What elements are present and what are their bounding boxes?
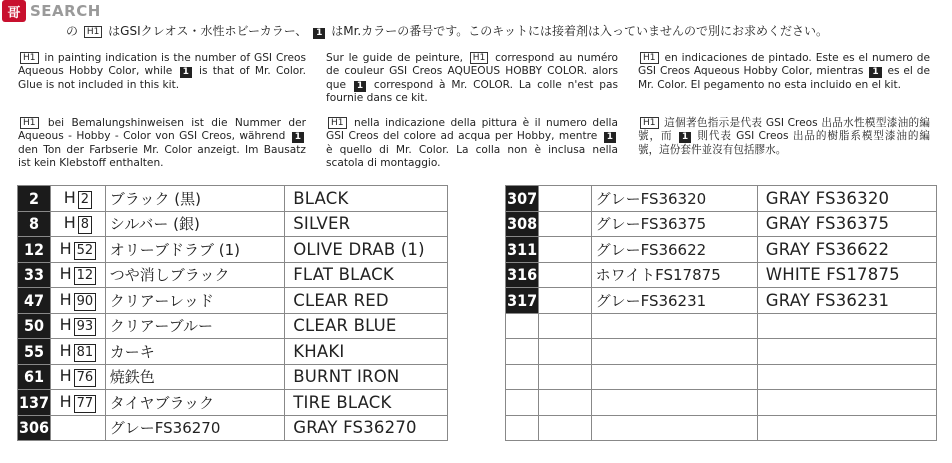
color-name-english: KHAKI (285, 339, 448, 365)
color-name-japanese: ホワイトFS17875 (591, 262, 757, 288)
hobby-color-cell (50, 288, 105, 314)
hobby-color-number: 12 (74, 267, 97, 285)
color-name-japanese: つや消しブラック (105, 262, 284, 288)
mr-color-badge: 1 (180, 67, 192, 78)
hobby-color-number: 90 (74, 293, 97, 311)
hobby-color-cell (539, 288, 591, 314)
color-table-left (17, 185, 448, 441)
hobby-color-cell (50, 339, 105, 365)
hobby-prefix: H (59, 340, 72, 360)
color-name-japanese: ブラック (黒) (105, 186, 284, 212)
color-row (506, 288, 937, 314)
hobby-prefix: H (59, 391, 72, 411)
mr-color-badge: 1 (354, 81, 366, 92)
color-name-english: BLACK (285, 186, 448, 212)
paragraph-text: bei Bemalungshinweisen ist die Nummer der Aqueous - Hobby - Color von GSI Creos, während (18, 117, 306, 143)
hobby-code-badge: H1 (640, 117, 659, 129)
hobby-color-number: 76 (74, 369, 97, 387)
color-name-japanese: クリアーブルー (105, 313, 284, 339)
hobby-color-cell (50, 211, 105, 237)
color-name-japanese (591, 313, 757, 339)
intro-mid: はGSIクレオス・水性ホビーカラー、 (108, 24, 308, 38)
color-name-english: GRAY FS36231 (757, 288, 936, 314)
paragraph-french (326, 52, 618, 106)
color-name-english: SILVER (285, 211, 448, 237)
mr-color-number: 308 (506, 211, 539, 237)
hobby-color-cell (539, 415, 591, 441)
mr-color-number (506, 339, 539, 365)
color-name-japanese (591, 415, 757, 441)
color-name-japanese: シルバー (銀) (105, 211, 284, 237)
hobby-color-cell (539, 364, 591, 390)
mr-color-number: 306 (18, 415, 51, 441)
hobby-color-cell (50, 415, 105, 441)
mr-color-number: 316 (506, 262, 539, 288)
mr-color-number: 33 (18, 262, 51, 288)
paragraph-text: Sur le guide de peinture, (326, 52, 464, 64)
mr-color-number: 55 (18, 339, 51, 365)
color-name-japanese (591, 339, 757, 365)
color-row (18, 211, 448, 237)
color-name-english: GRAY FS36375 (757, 211, 936, 237)
logo-badge: 哥 (2, 0, 26, 22)
mr-color-number (506, 313, 539, 339)
hobby-color-number: 52 (74, 242, 97, 260)
color-row (506, 237, 937, 263)
mr-color-badge: 1 (604, 132, 616, 143)
hobby-color-cell (539, 313, 591, 339)
mr-color-badge: 1 (292, 132, 304, 143)
color-name-japanese: タイヤブラック (105, 390, 284, 416)
color-name-japanese: グレーFS36231 (591, 288, 757, 314)
color-name-english: FLAT BLACK (285, 262, 448, 288)
color-name-english: OLIVE DRAB (1) (285, 237, 448, 263)
color-name-english (757, 364, 936, 390)
color-row (506, 415, 937, 441)
color-name-english: GRAY FS36270 (285, 415, 448, 441)
color-name-english (757, 313, 936, 339)
hobby-code-badge: H1 (328, 117, 347, 129)
mr-color-badge: 1 (679, 132, 691, 143)
hobby-color-cell (539, 339, 591, 365)
hobby-code-badge: H1 (84, 26, 103, 38)
paragraph-italian (326, 117, 618, 171)
paragraph-text: 則代表 GSI Creos 出品的樹脂系模型漆油的編號，這份套件並沒有包括膠水。 (638, 130, 930, 156)
color-name-japanese: オリーブドラブ (1) (105, 237, 284, 263)
hobby-code-badge: H1 (640, 52, 659, 64)
hobby-prefix: H (59, 264, 72, 284)
hobby-code-badge: H1 (470, 52, 489, 64)
hobby-prefix: H (59, 315, 72, 335)
paragraph-chinese (638, 117, 930, 157)
paragraph-text: den Ton der Farbserie Mr. Color anzeigt. Im Bausatz ist kein Klebstoff enthalten. (18, 143, 306, 170)
mr-color-number: 317 (506, 288, 539, 314)
hobby-prefix: H (63, 213, 76, 233)
color-row (506, 262, 937, 288)
mr-color-badge: 1 (869, 67, 881, 78)
color-row (506, 339, 937, 365)
color-name-japanese (591, 364, 757, 390)
paragraph-text: nella indicazione della pittura è il numero della GSI Creos del colore ad acqua per Hobby, mentre (326, 117, 618, 143)
mr-color-number: 50 (18, 313, 51, 339)
color-row (18, 186, 448, 212)
color-row (506, 364, 937, 390)
color-row (18, 262, 448, 288)
color-row (18, 288, 448, 314)
color-name-english (757, 390, 936, 416)
color-row (506, 186, 937, 212)
hobby-prefix: H (59, 366, 72, 386)
color-name-english: GRAY FS36320 (757, 186, 936, 212)
color-name-japanese: グレーFS36622 (591, 237, 757, 263)
mr-color-number: 2 (18, 186, 51, 212)
color-row (18, 364, 448, 390)
color-name-japanese: グレーFS36270 (105, 415, 284, 441)
hobby-color-cell (50, 262, 105, 288)
hobby-code-badge: H1 (20, 117, 39, 129)
paragraph-text: es el de Mr. Color. El pegamento no esta incluido en el kit. (638, 65, 931, 91)
hobby-color-cell (50, 186, 105, 212)
hobby-color-cell (539, 211, 591, 237)
intro-line (66, 22, 828, 39)
logo-text: SEARCH (30, 2, 101, 20)
intro-prefix: の (66, 24, 79, 38)
paragraph-text: correspond au numéro de couleur GSI Creos AQUEOUS HOBBY COLOR. alors que (326, 52, 618, 91)
color-name-japanese: グレーFS36375 (591, 211, 757, 237)
site-logo (2, 0, 101, 22)
hobby-color-number: 8 (78, 216, 92, 234)
paragraph-text: in painting indication is the number of GSI Creos Aqueous Hobby Color, while (18, 52, 306, 78)
color-name-english: BURNT IRON (285, 364, 448, 390)
hobby-color-cell (50, 313, 105, 339)
hobby-color-cell (50, 364, 105, 390)
hobby-code-badge: H1 (20, 52, 39, 64)
hobby-prefix: H (59, 238, 72, 258)
paragraph-text: en indicaciones de pintado. Este es el numero de GSI Creos Aqueous Hobby Color, mientras (638, 52, 931, 78)
color-row (18, 313, 448, 339)
paragraph-text: is that of Mr. Color. Glue is not included in this kit. (18, 65, 307, 91)
color-row (18, 237, 448, 263)
hobby-prefix: H (63, 187, 76, 207)
paragraph-text: correspond à Mr. COLOR. La colle n'est pas fournie dans ce kit. (326, 78, 619, 105)
color-row (18, 339, 448, 365)
color-row (18, 390, 448, 416)
hobby-color-number: 2 (78, 191, 92, 209)
color-name-english: TIRE BLACK (285, 390, 448, 416)
mr-color-number: 311 (506, 237, 539, 263)
intro-suffix: はMr.カラーの番号です。このキットには接着剤は入っていませんので別にお求めください。 (331, 24, 829, 38)
color-name-english: GRAY FS36622 (757, 237, 936, 263)
mr-color-number (506, 415, 539, 441)
paragraph-german (18, 117, 306, 171)
hobby-color-cell (50, 237, 105, 263)
hobby-color-cell (539, 390, 591, 416)
color-name-english (757, 339, 936, 365)
color-name-japanese: グレーFS36320 (591, 186, 757, 212)
color-name-japanese: クリアーレッド (105, 288, 284, 314)
hobby-color-number: 93 (74, 318, 97, 336)
color-row (506, 211, 937, 237)
hobby-color-cell (50, 390, 105, 416)
paragraph-english (18, 52, 306, 92)
hobby-color-number: 77 (74, 395, 97, 413)
color-name-english: WHITE FS17875 (757, 262, 936, 288)
mr-color-number: 61 (18, 364, 51, 390)
color-name-english: CLEAR RED (285, 288, 448, 314)
color-row (506, 390, 937, 416)
mr-color-number: 307 (506, 186, 539, 212)
mr-color-badge: 1 (313, 28, 325, 39)
color-name-japanese (591, 390, 757, 416)
hobby-color-number: 81 (74, 344, 97, 362)
hobby-color-cell (539, 186, 591, 212)
color-name-english (757, 415, 936, 441)
color-name-english: CLEAR BLUE (285, 313, 448, 339)
paragraph-text: è quello di Mr. Color. La colla non è inclusa nella scatola di montaggio. (326, 143, 618, 170)
color-table-right (505, 185, 937, 441)
paragraph-spanish (638, 52, 930, 92)
hobby-prefix: H (59, 289, 72, 309)
paragraph-text: 這個著色指示是代表 GSI Creos 出品水性模型漆油的編號，而 (638, 117, 930, 143)
mr-color-number: 12 (18, 237, 51, 263)
color-row (18, 415, 448, 441)
mr-color-number (506, 390, 539, 416)
color-name-japanese: カーキ (105, 339, 284, 365)
color-name-japanese: 焼鉄色 (105, 364, 284, 390)
mr-color-number: 8 (18, 211, 51, 237)
mr-color-number (506, 364, 539, 390)
mr-color-number: 47 (18, 288, 51, 314)
mr-color-number: 137 (18, 390, 51, 416)
color-row (506, 313, 937, 339)
hobby-color-cell (539, 237, 591, 263)
hobby-color-cell (539, 262, 591, 288)
